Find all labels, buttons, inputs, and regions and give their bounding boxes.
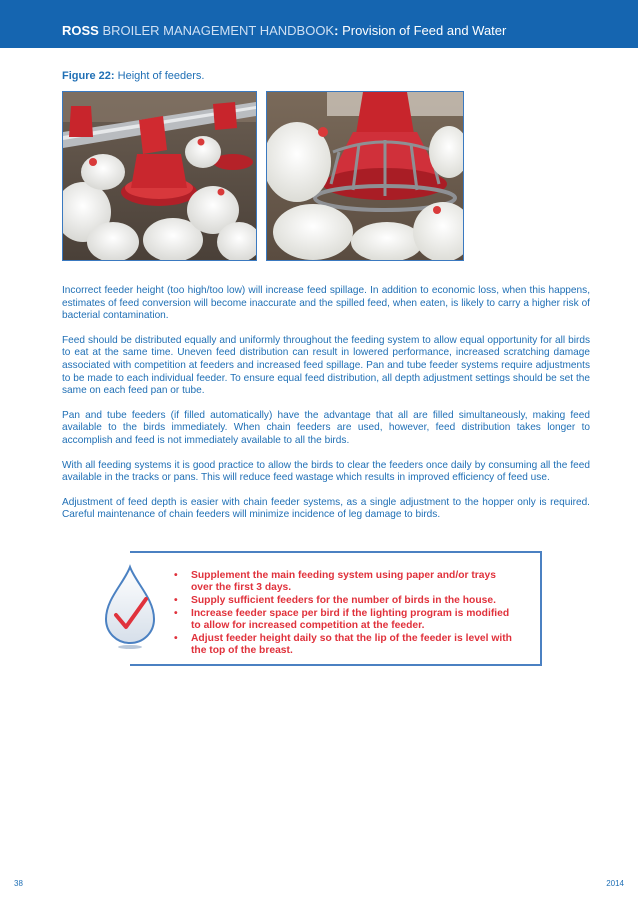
figure-caption-text: Height of feeders. [117,70,205,82]
tip-item: • Supply sufficient feeders for the number of birds in the house. [172,595,520,607]
feeder-photo-left [62,91,257,261]
checkmark-drop-icon [100,563,160,651]
tips-list [172,570,520,658]
tip-item: • Supplement the main feeding system using paper and/or trays over the first 3 days. [172,570,520,594]
paragraph-feeder-height: Incorrect feeder height (too high/too low) will increase feed spillage. In addition to economic loss, when this happens, estimates of feed conversion will become inaccurate and the spilled feed, when eaten, is likely to carry a higher risk of bacterial contamination. [62,285,590,322]
paragraph-chain-feeders: Adjustment of feed depth is easier with chain feeder systems, as a single adjustment to the hopper only is required. Careful maintenance of chain feeders will minimize incidence of leg damage to birds. [62,496,590,521]
publication-year: 2014 [606,879,624,888]
header-section: Provision of Feed and Water [342,23,507,38]
header-title [62,23,506,38]
feeder-photo-right [266,91,464,261]
paragraph-pan-tube-feeders: Pan and tube feeders (if filled automatically) have the advantage that all are filled simultaneously, making feed available to the birds immediately. When chain feeders are used, however, feed distribution takes longer to accomplish and feed is not immediately available to all the birds. [62,409,590,446]
body-text [62,285,590,534]
header-handbook: BROILER MANAGEMENT HANDBOOK [102,23,335,38]
paragraph-feed-distribution: Feed should be distributed equally and uniformly throughout the feeding system to allow equal opportunity for all birds to eat at the same time. Uneven feed distribution can result in lowered performance, increased scratching damage associated with competition at feeders and increased feed spillage. Pan and tube feeder systems require adjustments to be made to each individual feeder. To ensure equal feed distribution, all depth adjustment settings should be set the same on each feed pan or tube. [62,334,590,397]
page-number: 38 [14,879,23,888]
paragraph-clear-feeders: With all feeding systems it is good practice to allow the birds to clear the feeders once daily by consuming all the feed available in the tracks or pans. This will reduce feed wastage which results in improved efficiency of feed use. [62,459,590,484]
tip-item: • Increase feeder space per bird if the lighting program is modified to allow for increased competition at the feeder. [172,608,520,632]
tip-item: • Adjust feeder height daily so that the lip of the feeder is level with the top of the breast. [172,633,520,657]
figure-caption [62,70,204,82]
figure-label: Figure 22: [62,70,115,82]
header-separator: : [334,23,339,38]
page-header [0,0,638,48]
header-brand: ROSS [62,23,99,38]
